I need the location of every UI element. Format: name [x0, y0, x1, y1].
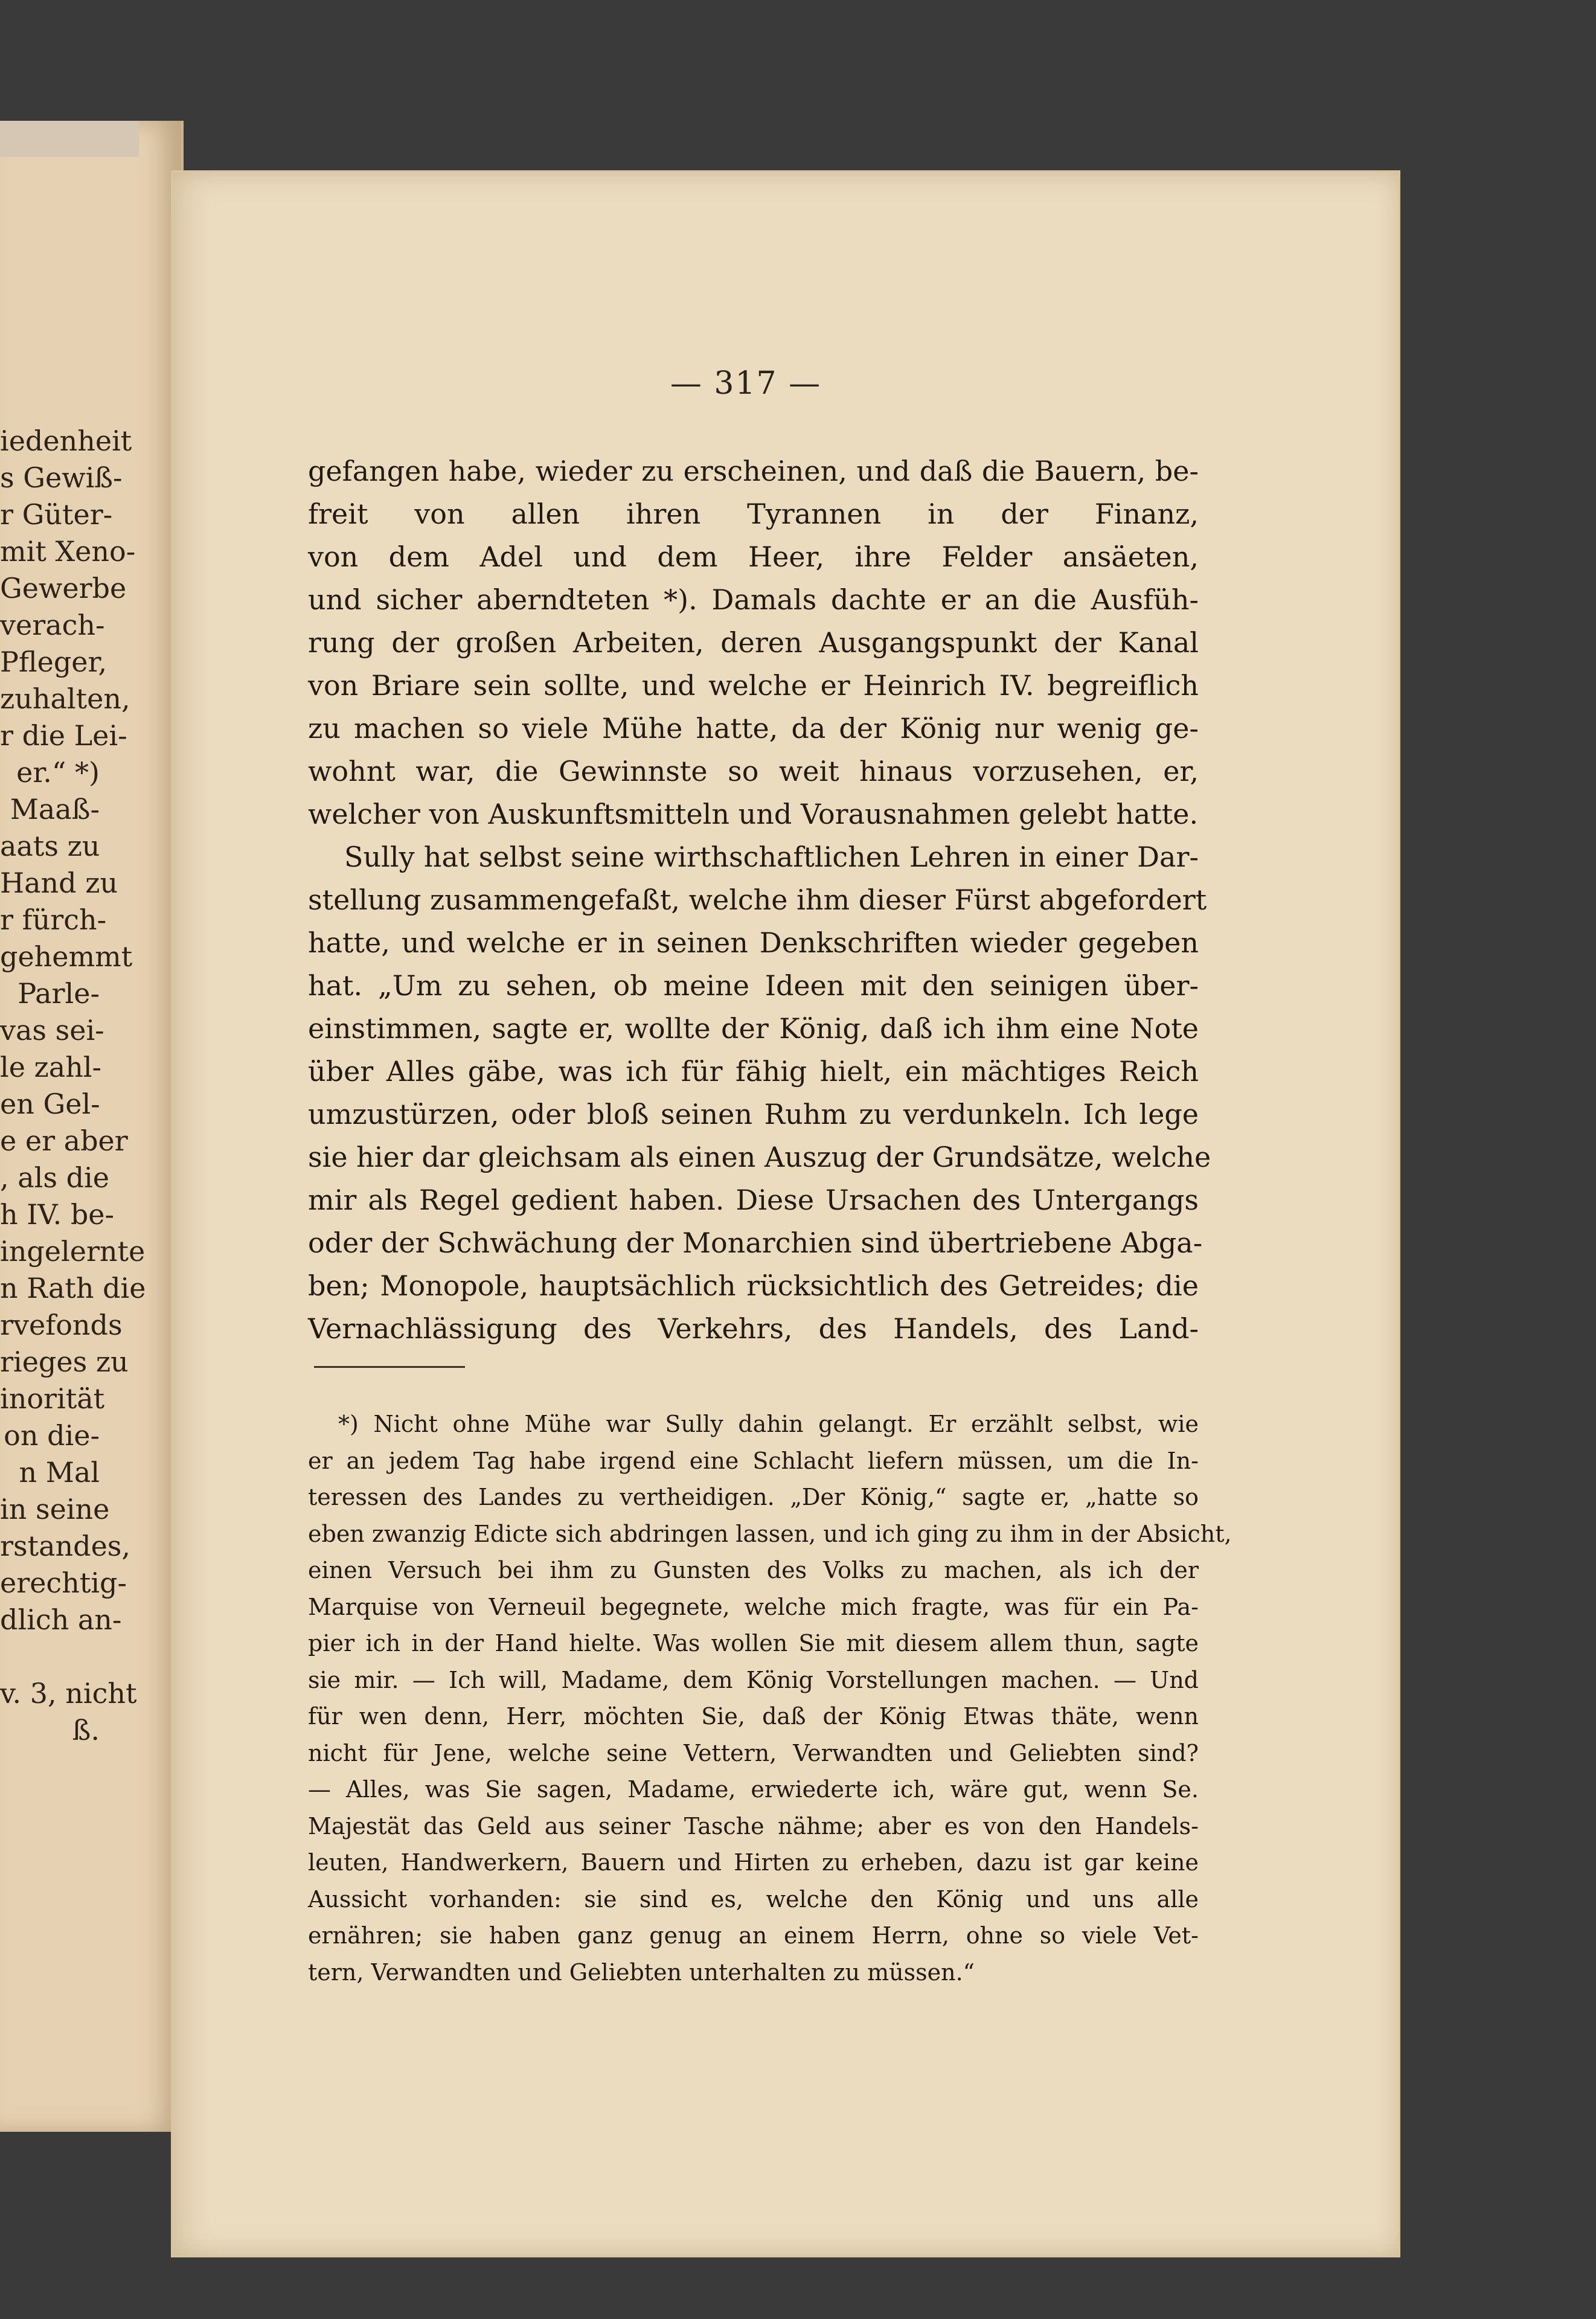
left-page-fragment-line: inorität: [0, 1382, 105, 1415]
left-page-fragment-line: Maaß-: [10, 793, 100, 826]
footnote-line: eben zwanzig Edicte sich abdringen lassen, und ich ging zu ihm in der Absicht,: [308, 1520, 1232, 1547]
left-page-top-edge: [0, 121, 139, 157]
left-page-fragment-line: en Gel-: [0, 1088, 100, 1120]
text-line: und sicher aberndteten *). Damals dachte er an die Ausfüh-: [308, 583, 1199, 616]
left-page-fragment-line: Parle-: [18, 977, 100, 1010]
left-page-fragment-line: v. 3, nicht: [0, 1677, 137, 1710]
left-page-fragment-line: iedenheit: [0, 425, 132, 457]
left-page-fragment-line: mit Xeno-: [0, 535, 136, 568]
left-page-fragment-line: r Güter-: [0, 498, 113, 531]
text-line: gefangen habe, wieder zu erscheinen, und daß die Bauern, be-: [308, 455, 1199, 487]
text-line: freit von allen ihren Tyrannen in der Finanz,: [308, 498, 1199, 530]
left-page-text-fragments: [0, 423, 146, 1749]
text-line: ben; Monopole, hauptsächlich rücksichtlich des Getreides; die: [308, 1269, 1199, 1302]
text-line: mir als Regel gedient haben. Diese Ursachen des Untergangs: [308, 1184, 1199, 1216]
text-line: rung der großen Arbeiten, deren Ausgangspunkt der Kanal: [308, 626, 1199, 659]
left-page-fragment-line: vas sei-: [0, 1014, 104, 1047]
left-page-fragment-line: [0, 1638, 100, 1675]
footnote: [308, 1406, 1232, 1990]
left-page-fragment-line: r fürch-: [0, 903, 107, 936]
left-page-fragment-line: s Gewiß-: [0, 461, 123, 494]
left-page-fragment-line: on die-: [4, 1419, 100, 1452]
text-line: einstimmen, sagte er, wollte der König, daß ich ihm eine Note: [308, 1012, 1199, 1045]
footnote-line: leuten, Handwerkern, Bauern und Hirten zu erheben, dazu ist gar keine: [308, 1849, 1199, 1876]
text-line: über Alles gäbe, was ich für fähig hielt, ein mächtiges Reich: [308, 1055, 1199, 1088]
footnote-line: sie mir. — Ich will, Madame, dem König Vorstellungen machen. — Und: [308, 1666, 1199, 1693]
footnote-line: tern, Verwandten und Geliebten unterhalten zu müssen.“: [308, 1958, 975, 1986]
body-text: [308, 450, 1211, 1350]
footnote-line: Marquise von Verneuil begegnete, welche mich fragte, was für ein Pa-: [308, 1593, 1199, 1620]
footnote-line: — Alles, was Sie sagen, Madame, erwiederte ich, wäre gut, wenn Se.: [308, 1776, 1199, 1803]
footnote-line: *) Nicht ohne Mühe war Sully dahin gelangt. Er erzählt selbst, wie: [338, 1411, 1199, 1437]
left-page-fragment-line: rstandes,: [0, 1530, 131, 1562]
left-page-fragment-line: rvefonds: [0, 1309, 123, 1341]
left-page-fragment-line: ß.: [72, 1714, 100, 1746]
left-page-fragment-line: rieges zu: [0, 1346, 129, 1378]
footnote-line: einen Versuch bei ihm zu Gunsten des Volks zu machen, als ich der: [308, 1557, 1199, 1583]
footnote-line: Aussicht vorhanden: sie sind es, welche den König und uns alle: [308, 1885, 1199, 1913]
left-page-fragment-line: verach-: [0, 609, 105, 641]
footnote-line: er an jedem Tag habe irgend eine Schlacht liefern müssen, um die In-: [308, 1447, 1199, 1474]
left-page-fragment-line: in seine: [0, 1493, 110, 1525]
left-page-fragment-line: r die Lei-: [0, 719, 127, 752]
page-number: — 317 —: [670, 365, 822, 402]
text-line: oder der Schwächung der Monarchien sind übertriebene Abga-: [308, 1227, 1203, 1259]
left-page-fragment-line: Hand zu: [0, 867, 118, 899]
text-line: wohnt war, die Gewinnste so weit hinaus vorzusehen, er,: [308, 755, 1199, 787]
left-page-fragment-line: le zahl-: [0, 1051, 102, 1083]
footnote-line: Majestät das Geld aus seiner Tasche nähme; aber es von den Handels-: [308, 1812, 1199, 1839]
text-line: hat. „Um zu sehen, ob meine Ideen mit den seinigen über-: [308, 969, 1199, 1002]
footnote-line: teressen des Landes zu vertheidigen. „Der König,“ sagte er, „hatte so: [308, 1484, 1199, 1510]
text-line: sie hier dar gleichsam als einen Auszug der Grundsätze, welche: [308, 1141, 1211, 1173]
text-line: zu machen so viele Mühe hatte, da der König nur wenig ge-: [308, 712, 1199, 745]
left-page-fragment-line: n Rath die: [0, 1272, 146, 1304]
footnote-line: ernähren; sie haben ganz genug an einem Herrn, ohne so viele Vet-: [308, 1922, 1199, 1949]
left-page-fragment-line: h IV. be-: [0, 1198, 115, 1231]
text-line: hatte, und welche er in seinen Denkschriften wieder gegeben: [308, 926, 1199, 959]
text-line: von Briare sein sollte, und welche er Heinrich IV. begreiflich: [308, 669, 1199, 702]
text-line: Sully hat selbst seine wirthschaftlichen Lehren in einer Dar-: [344, 841, 1199, 873]
left-page-fragment-line: Gewerbe: [0, 572, 127, 605]
left-page-fragment-line: aats zu: [0, 830, 100, 862]
text-line: stellung zusammengefaßt, welche ihm dieser Fürst abgefordert: [308, 884, 1207, 916]
footnote-line: für wen denn, Herr, möchten Sie, daß der König Etwas thäte, wenn: [308, 1703, 1199, 1730]
left-page-fragment-line: Pfleger,: [0, 646, 107, 678]
footnote-line: pier ich in der Hand hielte. Was wollen Sie mit diesem allem thun, sagte: [308, 1630, 1199, 1657]
left-page-fragment-line: erechtig-: [0, 1567, 127, 1599]
text-line: Vernachlässigung des Verkehrs, des Handels, des Land-: [308, 1312, 1199, 1345]
footnote-line: nicht für Jene, welche seine Vettern, Verwandten und Geliebten sind?: [308, 1739, 1199, 1766]
text-line: welcher von Auskunftsmitteln und Vorausnahmen gelebt hatte.: [308, 798, 1199, 830]
left-page-fragment-line: e er aber: [0, 1124, 128, 1157]
left-page-fragment-line: gehemmt: [0, 940, 133, 973]
left-page-fragment-line: zuhalten,: [0, 682, 130, 715]
text-line: von dem Adel und dem Heer, ihre Felder ansäeten,: [308, 540, 1199, 573]
text-line: umzustürzen, oder bloß seinen Ruhm zu verdunkeln. Ich lege: [308, 1098, 1199, 1131]
left-page-fragment-line: , als die: [0, 1161, 109, 1194]
left-page-fragment-line: dlich an-: [0, 1603, 122, 1636]
left-page-fragment-line: er.“ *): [16, 756, 100, 789]
footnote-separator: [314, 1366, 465, 1368]
left-page-fragment-line: ingelernte: [0, 1235, 146, 1268]
left-page-fragment-line: n Mal: [19, 1456, 100, 1489]
